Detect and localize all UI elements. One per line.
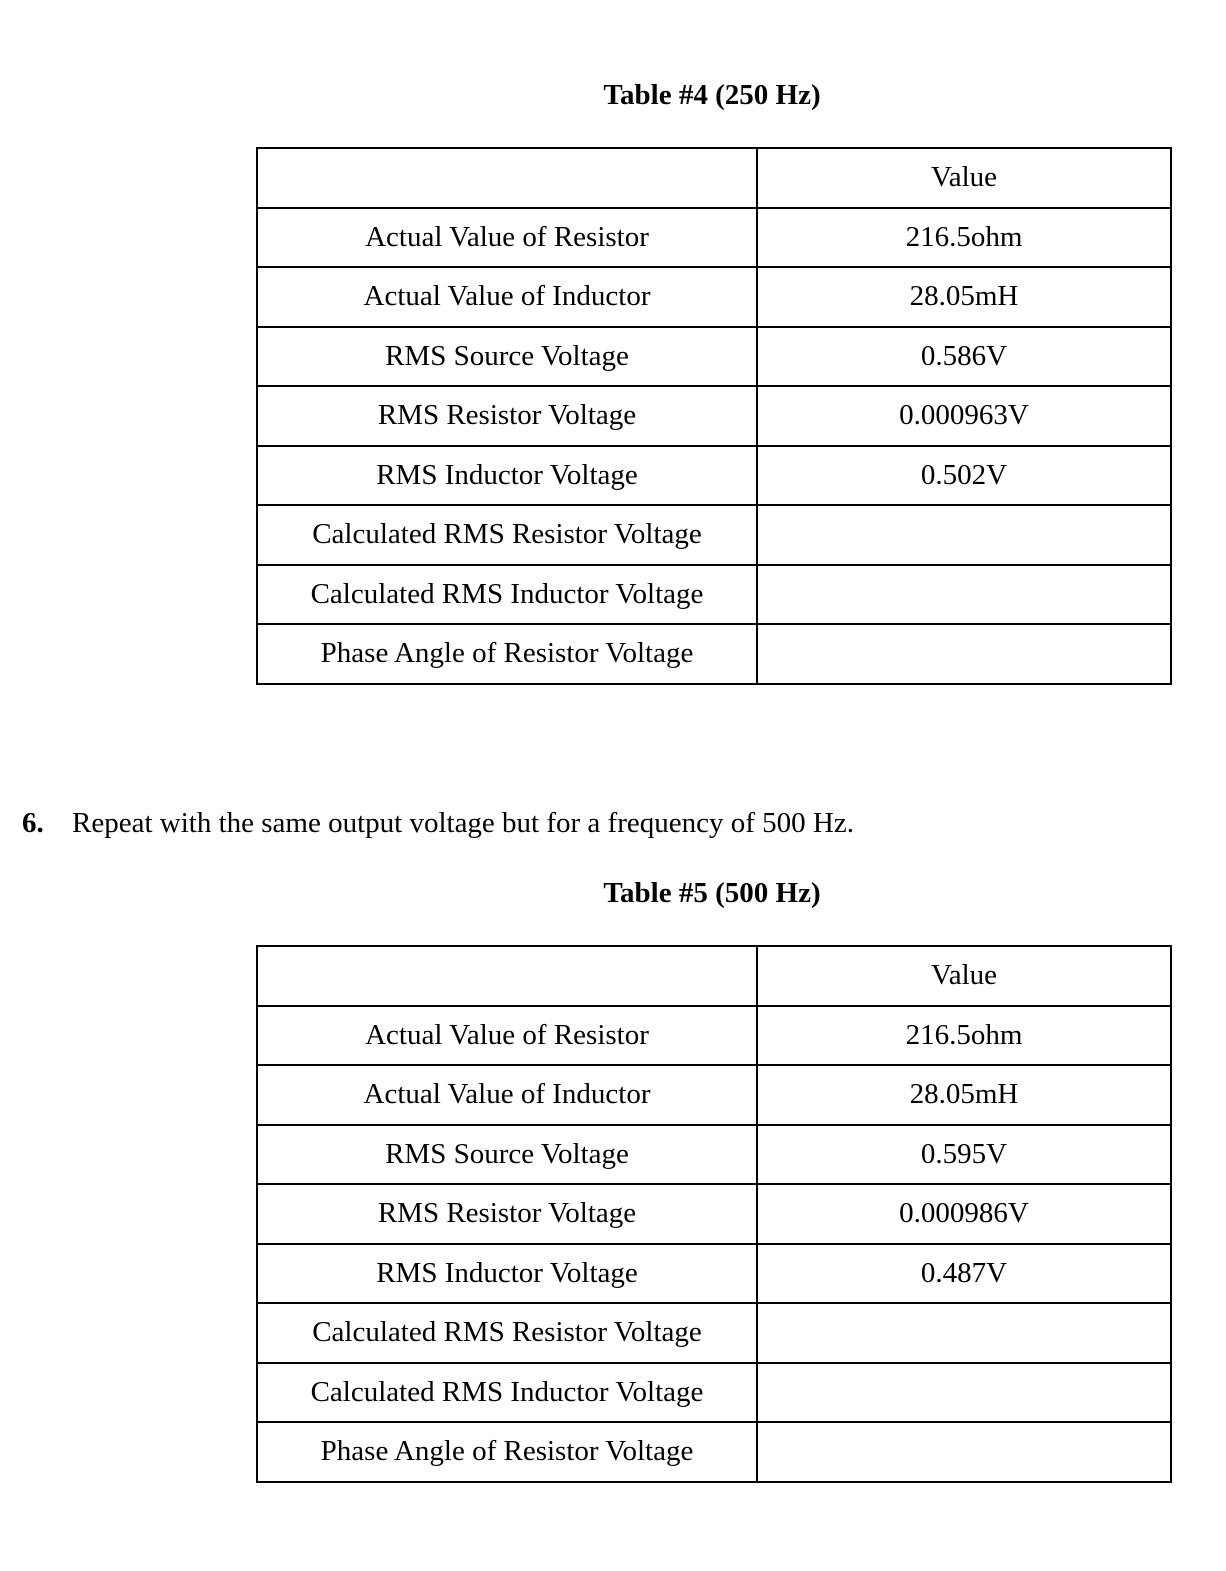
table-row — [257, 267, 1171, 327]
table-row — [257, 1244, 1171, 1304]
header-label-cell — [257, 148, 757, 208]
row-value — [757, 1363, 1171, 1423]
row-label: Actual Value of Inductor — [257, 267, 757, 327]
row-label: RMS Inductor Voltage — [257, 1244, 757, 1304]
row-label: Calculated RMS Inductor Voltage — [257, 1363, 757, 1423]
row-label: RMS Source Voltage — [257, 327, 757, 387]
row-value: 0.000986V — [757, 1184, 1171, 1244]
row-value: 0.487V — [757, 1244, 1171, 1304]
table-header-row — [257, 148, 1171, 208]
row-label: Phase Angle of Resistor Voltage — [257, 624, 757, 684]
table-row — [257, 1006, 1171, 1066]
row-value — [757, 1422, 1171, 1482]
table-row — [257, 1065, 1171, 1125]
row-value: 216.5ohm — [757, 1006, 1171, 1066]
table-row — [257, 624, 1171, 684]
row-label: RMS Resistor Voltage — [257, 386, 757, 446]
row-value: 28.05mH — [757, 267, 1171, 327]
row-label: Calculated RMS Inductor Voltage — [257, 565, 757, 625]
row-value: 0.586V — [757, 327, 1171, 387]
table-row — [257, 327, 1171, 387]
table-5-caption: Table #5 (500 Hz) — [603, 877, 821, 909]
row-label: Actual Value of Inductor — [257, 1065, 757, 1125]
row-label: RMS Resistor Voltage — [257, 1184, 757, 1244]
table-row — [257, 1422, 1171, 1482]
step-text: Repeat with the same output voltage but for a frequency of 500 Hz. — [72, 807, 854, 839]
table-row — [257, 1125, 1171, 1185]
row-label: Phase Angle of Resistor Voltage — [257, 1422, 757, 1482]
table-row — [257, 1184, 1171, 1244]
table-4 — [256, 147, 1172, 685]
table-header-row — [257, 946, 1171, 1006]
table-row — [257, 1303, 1171, 1363]
table-row — [257, 565, 1171, 625]
row-value — [757, 505, 1171, 565]
row-value — [757, 565, 1171, 625]
row-label: RMS Inductor Voltage — [257, 446, 757, 506]
row-value: 0.000963V — [757, 386, 1171, 446]
row-label: Actual Value of Resistor — [257, 208, 757, 268]
table-row — [257, 1363, 1171, 1423]
row-value: 28.05mH — [757, 1065, 1171, 1125]
header-value-cell: Value — [757, 148, 1171, 208]
row-label: Calculated RMS Resistor Voltage — [257, 1303, 757, 1363]
row-label: RMS Source Voltage — [257, 1125, 757, 1185]
row-value — [757, 1303, 1171, 1363]
header-value-cell: Value — [757, 946, 1171, 1006]
header-label-cell — [257, 946, 757, 1006]
table-row — [257, 386, 1171, 446]
row-label: Actual Value of Resistor — [257, 1006, 757, 1066]
row-label: Calculated RMS Resistor Voltage — [257, 505, 757, 565]
table-row — [257, 505, 1171, 565]
table-row — [257, 446, 1171, 506]
step-number: 6. — [22, 807, 44, 839]
table-row — [257, 208, 1171, 268]
table-5 — [256, 945, 1172, 1483]
row-value: 0.502V — [757, 446, 1171, 506]
instruction-step-6 — [22, 805, 854, 841]
row-value: 216.5ohm — [757, 208, 1171, 268]
row-value — [757, 624, 1171, 684]
row-value: 0.595V — [757, 1125, 1171, 1185]
table-4-caption: Table #4 (250 Hz) — [603, 79, 821, 111]
